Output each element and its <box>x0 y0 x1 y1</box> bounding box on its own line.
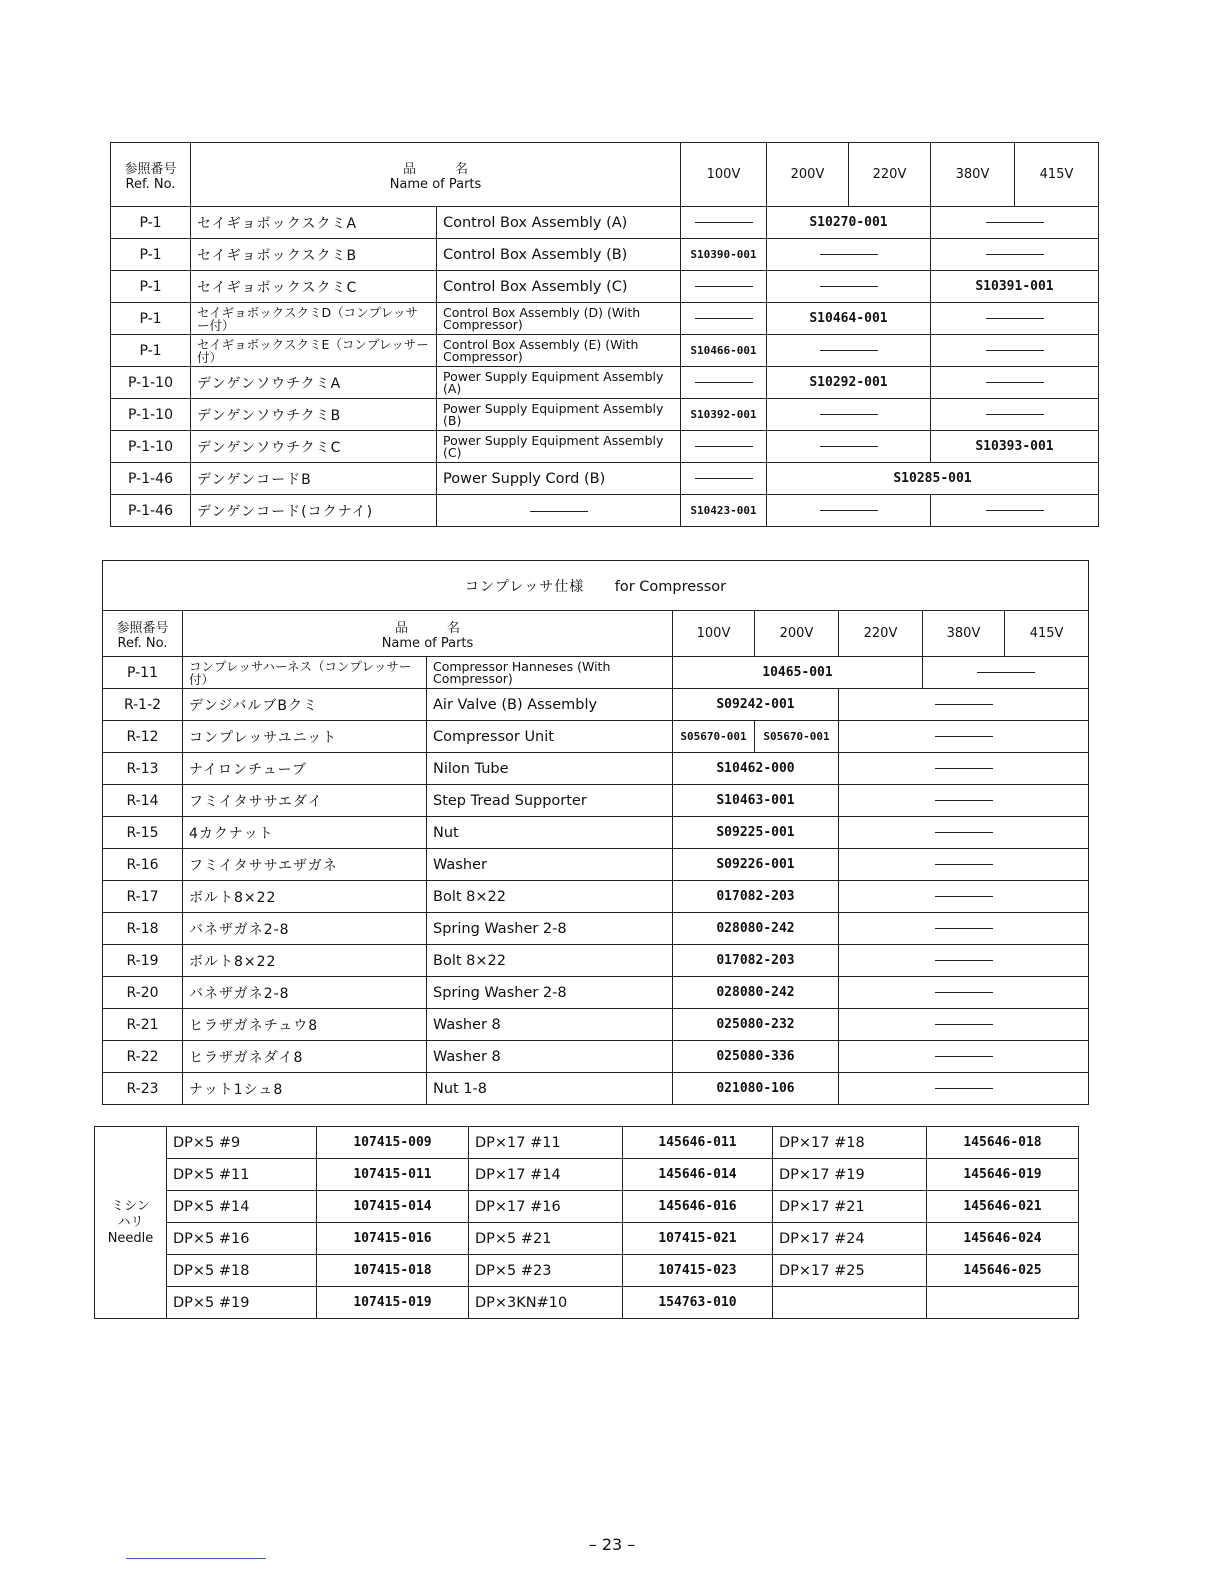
dash-empty <box>820 254 878 255</box>
dash-empty <box>935 768 993 769</box>
part-number-cell <box>839 881 1089 913</box>
ref-no-cell: P-1-10 <box>111 431 191 463</box>
part-number-cell: 028080-242 <box>673 977 839 1009</box>
part-number-cell <box>931 303 1099 335</box>
english-name-cell: Control Box Assembly (D) (With Compressor) <box>437 303 681 335</box>
table-row <box>103 849 1089 881</box>
english-name-cell: Washer 8 <box>427 1041 673 1073</box>
english-name-cell: Power Supply Equipment Assembly (A) <box>437 367 681 399</box>
table-row <box>111 207 1099 239</box>
part-number-cell <box>839 785 1089 817</box>
part-number-cell <box>681 207 767 239</box>
part-number-cell: S05670-001 <box>755 721 839 753</box>
needle-type-cell: DP×17 #25 <box>773 1255 927 1287</box>
dash-empty <box>695 222 753 223</box>
voltage-header: 200V <box>755 611 839 657</box>
part-number-cell <box>681 367 767 399</box>
footer-rule <box>126 1558 266 1559</box>
english-name-cell: Control Box Assembly (B) <box>437 239 681 271</box>
part-number-cell: S10292-001 <box>767 367 931 399</box>
english-name-cell: Control Box Assembly (A) <box>437 207 681 239</box>
needle-type-cell: DP×5 #18 <box>167 1255 317 1287</box>
english-name-cell: Power Supply Equipment Assembly (B) <box>437 399 681 431</box>
dash-empty <box>530 511 588 512</box>
part-number-cell: 021080-106 <box>673 1073 839 1105</box>
part-number-cell <box>839 721 1089 753</box>
part-number-cell <box>839 1073 1089 1105</box>
dash-empty <box>935 1088 993 1089</box>
needle-type-cell: DP×17 #18 <box>773 1127 927 1159</box>
dash-empty <box>695 382 753 383</box>
dash-empty <box>986 510 1044 511</box>
table-row <box>103 913 1089 945</box>
needle-type-cell: DP×5 #9 <box>167 1127 317 1159</box>
needle-type-cell: DP×5 #11 <box>167 1159 317 1191</box>
part-number-cell <box>767 239 931 271</box>
english-name-cell: Washer <box>427 849 673 881</box>
dash-empty <box>977 672 1035 673</box>
japanese-name-cell: デンゲンコード(コクナイ) <box>191 495 437 527</box>
needle-label <box>95 1127 167 1319</box>
ref-no-cell: R-23 <box>103 1073 183 1105</box>
part-number-cell: S10285-001 <box>767 463 1099 495</box>
needle-part-number-cell: 145646-024 <box>927 1223 1079 1255</box>
ref-no-cell: P-1-46 <box>111 495 191 527</box>
table-row <box>103 721 1089 753</box>
part-number-cell: S10466-001 <box>681 335 767 367</box>
part-number-cell: 025080-232 <box>673 1009 839 1041</box>
dash-empty <box>986 382 1044 383</box>
japanese-name-cell: ナット1シュ8 <box>183 1073 427 1105</box>
japanese-name-cell: セイギョボックスクミB <box>191 239 437 271</box>
part-number-cell <box>681 271 767 303</box>
ref-no-header: 参照番号 Ref. No. <box>103 611 183 657</box>
table-row <box>111 335 1099 367</box>
part-number-cell <box>839 689 1089 721</box>
part-number-cell <box>839 753 1089 785</box>
part-number-cell <box>931 207 1099 239</box>
ref-no-cell: P-1 <box>111 303 191 335</box>
ref-no-cell: P-1 <box>111 207 191 239</box>
english-name-cell: Spring Washer 2-8 <box>427 977 673 1009</box>
english-name-cell: Control Box Assembly (C) <box>437 271 681 303</box>
table-row <box>103 1009 1089 1041</box>
needle-part-number-cell: 107415-011 <box>317 1159 469 1191</box>
japanese-name-cell: コンプレッサユニット <box>183 721 427 753</box>
ref-no-cell: R-12 <box>103 721 183 753</box>
needle-part-number-cell: 107415-023 <box>623 1255 773 1287</box>
part-number-cell <box>681 431 767 463</box>
voltage-header: 220V <box>839 611 923 657</box>
part-number-cell: S10270-001 <box>767 207 931 239</box>
dash-empty <box>820 446 878 447</box>
needle-label-line: ミシン <box>111 1198 150 1214</box>
part-number-cell <box>839 817 1089 849</box>
voltage-header: 380V <box>931 143 1015 207</box>
part-number-cell: S10464-001 <box>767 303 931 335</box>
ref-no-cell: R-16 <box>103 849 183 881</box>
table-row <box>103 657 1089 689</box>
japanese-name-cell: ボルト8×22 <box>183 945 427 977</box>
needle-label-line: ハリ <box>117 1214 144 1230</box>
japanese-name-cell: 4カクナット <box>183 817 427 849</box>
dash-empty <box>820 286 878 287</box>
needle-type-cell: DP×17 #16 <box>469 1191 623 1223</box>
part-number-cell <box>839 945 1089 977</box>
part-number-cell <box>767 495 931 527</box>
needle-part-number-cell: 107415-019 <box>317 1287 469 1319</box>
needle-label-line: Needle <box>107 1230 154 1246</box>
part-number-cell <box>767 431 931 463</box>
english-name-cell: Bolt 8×22 <box>427 945 673 977</box>
dash-empty <box>986 350 1044 351</box>
needle-part-number-cell: 145646-021 <box>927 1191 1079 1223</box>
dash-empty <box>820 510 878 511</box>
voltage-header: 380V <box>923 611 1005 657</box>
japanese-name-cell: セイギョボックスクミD（コンプレッサー付） <box>191 303 437 335</box>
table-row <box>111 367 1099 399</box>
ref-no-cell: P-1-10 <box>111 399 191 431</box>
japanese-name-cell: デンジバルブBクミ <box>183 689 427 721</box>
needle-type-cell: DP×5 #16 <box>167 1223 317 1255</box>
dash-empty <box>935 1056 993 1057</box>
control-box-parts-table <box>110 142 1099 527</box>
japanese-name-cell: デンゲンコードB <box>191 463 437 495</box>
ref-no-cell: R-1-2 <box>103 689 183 721</box>
part-number-cell <box>767 271 931 303</box>
japanese-name-cell: ナイロンチューブ <box>183 753 427 785</box>
table-row <box>111 495 1099 527</box>
part-number-cell: 017082-203 <box>673 881 839 913</box>
table-row <box>95 1223 1079 1255</box>
needle-type-cell: DP×17 #14 <box>469 1159 623 1191</box>
ref-no-cell: R-13 <box>103 753 183 785</box>
table-row <box>95 1191 1079 1223</box>
ref-no-cell: R-22 <box>103 1041 183 1073</box>
part-number-cell: S10390-001 <box>681 239 767 271</box>
dash-empty <box>986 254 1044 255</box>
needle-type-cell: DP×5 #19 <box>167 1287 317 1319</box>
part-number-cell <box>681 303 767 335</box>
needle-part-number-cell: 107415-009 <box>317 1127 469 1159</box>
japanese-name-cell: ヒラザガネチュウ8 <box>183 1009 427 1041</box>
dash-empty <box>695 478 753 479</box>
ref-no-cell: P-1 <box>111 271 191 303</box>
dash-empty <box>935 896 993 897</box>
table-row <box>103 881 1089 913</box>
dash-empty <box>695 318 753 319</box>
needle-part-number-cell: 107415-018 <box>317 1255 469 1287</box>
table-row <box>103 1073 1089 1105</box>
part-number-cell: 10465-001 <box>673 657 923 689</box>
part-number-cell: 025080-336 <box>673 1041 839 1073</box>
part-number-cell <box>931 495 1099 527</box>
part-number-cell <box>923 657 1089 689</box>
japanese-name-cell: フミイタササエザガネ <box>183 849 427 881</box>
dash-empty <box>986 222 1044 223</box>
needle-type-cell: DP×17 #11 <box>469 1127 623 1159</box>
name-of-parts-header: 品 名 Name of Parts <box>191 143 681 207</box>
needle-part-number-cell: 107415-021 <box>623 1223 773 1255</box>
english-name-cell: Power Supply Equipment Assembly (C) <box>437 431 681 463</box>
english-name-cell: Spring Washer 2-8 <box>427 913 673 945</box>
ref-no-cell: R-20 <box>103 977 183 1009</box>
name-of-parts-header: 品 名 Name of Parts <box>183 611 673 657</box>
needle-table <box>94 1126 1079 1319</box>
table-row <box>111 239 1099 271</box>
table-row <box>103 689 1089 721</box>
needle-part-number-cell: 145646-019 <box>927 1159 1079 1191</box>
part-number-cell: S09225-001 <box>673 817 839 849</box>
table-row <box>103 817 1089 849</box>
part-number-cell: S09226-001 <box>673 849 839 881</box>
english-name-cell: Step Tread Supporter <box>427 785 673 817</box>
english-name-cell: Power Supply Cord (B) <box>437 463 681 495</box>
english-name-cell: Compressor Hanneses (With Compressor) <box>427 657 673 689</box>
needle-part-number-cell: 145646-011 <box>623 1127 773 1159</box>
english-name-cell: Nilon Tube <box>427 753 673 785</box>
table-row <box>111 463 1099 495</box>
dash-empty <box>935 928 993 929</box>
ref-no-cell: R-15 <box>103 817 183 849</box>
part-number-cell <box>839 849 1089 881</box>
japanese-name-cell: デンゲンソウチクミB <box>191 399 437 431</box>
table-row <box>103 753 1089 785</box>
dash-empty <box>935 800 993 801</box>
ref-no-cell: P-1-10 <box>111 367 191 399</box>
part-number-cell: S10463-001 <box>673 785 839 817</box>
japanese-name-cell: ボルト8×22 <box>183 881 427 913</box>
ref-no-header: 参照番号 Ref. No. <box>111 143 191 207</box>
table-row <box>95 1287 1079 1319</box>
needle-part-number-cell: 107415-014 <box>317 1191 469 1223</box>
japanese-name-cell: セイギョボックスクミE（コンプレッサー付） <box>191 335 437 367</box>
voltage-header: 100V <box>681 143 767 207</box>
table-row <box>103 945 1089 977</box>
needle-type-cell: DP×17 #21 <box>773 1191 927 1223</box>
voltage-header: 415V <box>1015 143 1099 207</box>
ref-no-cell: P-1-46 <box>111 463 191 495</box>
needle-type-cell: DP×5 #14 <box>167 1191 317 1223</box>
part-number-cell <box>437 495 681 527</box>
table-row <box>95 1159 1079 1191</box>
part-number-cell <box>931 335 1099 367</box>
part-number-cell: S10423-001 <box>681 495 767 527</box>
table-row <box>111 303 1099 335</box>
voltage-header: 220V <box>849 143 931 207</box>
dash-empty <box>935 992 993 993</box>
needle-part-number-cell <box>927 1287 1079 1319</box>
needle-part-number-cell: 145646-018 <box>927 1127 1079 1159</box>
ref-no-cell: R-21 <box>103 1009 183 1041</box>
english-name-cell: Nut 1-8 <box>427 1073 673 1105</box>
japanese-name-cell: フミイタササエダイ <box>183 785 427 817</box>
dash-empty <box>935 960 993 961</box>
table-row <box>95 1127 1079 1159</box>
part-number-cell: S10462-000 <box>673 753 839 785</box>
part-number-cell <box>767 335 931 367</box>
part-number-cell: S09242-001 <box>673 689 839 721</box>
needle-type-cell <box>773 1287 927 1319</box>
dash-empty <box>935 736 993 737</box>
part-number-cell: S10392-001 <box>681 399 767 431</box>
table-row <box>111 431 1099 463</box>
ref-no-cell: P-11 <box>103 657 183 689</box>
needle-part-number-cell: 154763-010 <box>623 1287 773 1319</box>
dash-empty <box>935 1024 993 1025</box>
part-number-cell <box>931 239 1099 271</box>
table-row <box>103 1041 1089 1073</box>
part-number-cell <box>839 1041 1089 1073</box>
compressor-parts-table <box>102 560 1089 1105</box>
part-number-cell: S10393-001 <box>931 431 1099 463</box>
ref-no-cell: P-1 <box>111 335 191 367</box>
needle-type-cell: DP×17 #19 <box>773 1159 927 1191</box>
japanese-name-cell: セイギョボックスクミA <box>191 207 437 239</box>
needle-type-cell: DP×17 #24 <box>773 1223 927 1255</box>
dash-empty <box>695 286 753 287</box>
dash-empty <box>935 704 993 705</box>
needle-part-number-cell: 145646-025 <box>927 1255 1079 1287</box>
japanese-name-cell: コンプレッサハーネス（コンプレッサー付） <box>183 657 427 689</box>
ref-no-cell: P-1 <box>111 239 191 271</box>
table-row <box>95 1255 1079 1287</box>
part-number-cell <box>839 1009 1089 1041</box>
part-number-cell: S05670-001 <box>673 721 755 753</box>
compressor-section-title: コンプレッサ仕様 for Compressor <box>103 561 1089 611</box>
table-row <box>103 785 1089 817</box>
ref-no-cell: R-17 <box>103 881 183 913</box>
needle-type-cell: DP×5 #23 <box>469 1255 623 1287</box>
dash-empty <box>820 414 878 415</box>
japanese-name-cell: バネザガネ2-8 <box>183 913 427 945</box>
dash-empty <box>935 832 993 833</box>
needle-type-cell: DP×5 #21 <box>469 1223 623 1255</box>
dash-empty <box>695 446 753 447</box>
english-name-cell: Control Box Assembly (E) (With Compressor) <box>437 335 681 367</box>
dash-empty <box>986 318 1044 319</box>
needle-part-number-cell: 107415-016 <box>317 1223 469 1255</box>
japanese-name-cell: ヒラザガネダイ8 <box>183 1041 427 1073</box>
part-number-cell: 028080-242 <box>673 913 839 945</box>
english-name-cell: Washer 8 <box>427 1009 673 1041</box>
table-row <box>111 399 1099 431</box>
japanese-name-cell: バネザガネ2-8 <box>183 977 427 1009</box>
table-row <box>111 271 1099 303</box>
part-number-cell <box>681 463 767 495</box>
dash-empty <box>820 350 878 351</box>
page-number: – 23 – <box>588 1535 636 1554</box>
english-name-cell: Air Valve (B) Assembly <box>427 689 673 721</box>
japanese-name-cell: デンゲンソウチクミC <box>191 431 437 463</box>
voltage-header: 415V <box>1005 611 1089 657</box>
ref-no-cell: R-14 <box>103 785 183 817</box>
english-name-cell: Nut <box>427 817 673 849</box>
ref-no-cell: R-18 <box>103 913 183 945</box>
voltage-header: 200V <box>767 143 849 207</box>
dash-empty <box>935 864 993 865</box>
part-number-cell <box>931 367 1099 399</box>
part-number-cell: S10391-001 <box>931 271 1099 303</box>
japanese-name-cell: セイギョボックスクミC <box>191 271 437 303</box>
part-number-cell <box>839 913 1089 945</box>
needle-part-number-cell: 145646-014 <box>623 1159 773 1191</box>
english-name-cell: Bolt 8×22 <box>427 881 673 913</box>
dash-empty <box>986 414 1044 415</box>
english-name-cell: Compressor Unit <box>427 721 673 753</box>
part-number-cell <box>931 399 1099 431</box>
ref-no-cell: R-19 <box>103 945 183 977</box>
needle-type-cell: DP×3KN#10 <box>469 1287 623 1319</box>
japanese-name-cell: デンゲンソウチクミA <box>191 367 437 399</box>
part-number-cell: 017082-203 <box>673 945 839 977</box>
part-number-cell <box>767 399 931 431</box>
table-row <box>103 977 1089 1009</box>
voltage-header: 100V <box>673 611 755 657</box>
part-number-cell <box>839 977 1089 1009</box>
needle-part-number-cell: 145646-016 <box>623 1191 773 1223</box>
